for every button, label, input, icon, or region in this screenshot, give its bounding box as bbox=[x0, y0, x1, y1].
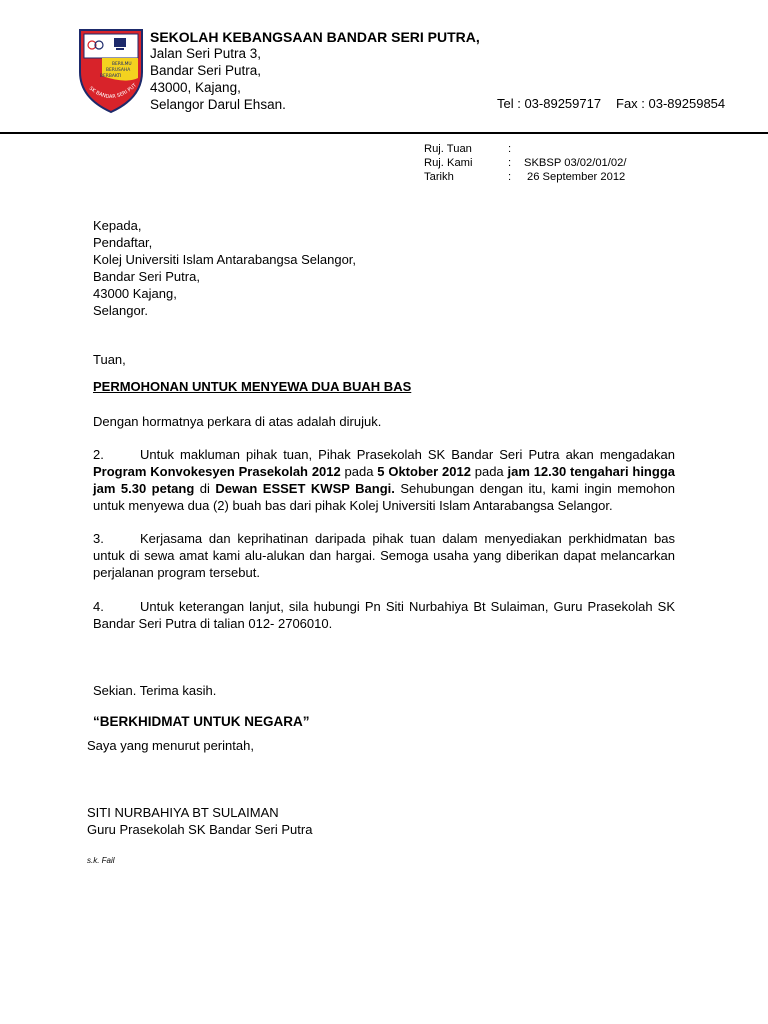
ref-label-tarikh: Tarikh bbox=[424, 171, 454, 183]
program-time: jam 12.30 tengahari hingga jam 5.30 petang bbox=[93, 464, 675, 496]
crest-motto-1: BERILMU bbox=[112, 62, 132, 67]
telephone: Tel : 03-89259717 bbox=[497, 96, 602, 111]
ref-label-tuan: Ruj. Tuan bbox=[424, 143, 472, 155]
p3-text: Kerjasama dan keprihatinan daripada pihak tuan dalam menyediakan perkhidmatan bas untuk di sewa amat kami alu-alukan dan hargai. Semoga usaha yang diberikan dapat melancarkan perjalanan program tersebut. bbox=[93, 531, 675, 580]
address-line-3: 43000, Kajang, bbox=[150, 80, 241, 95]
ref-colon-kami: : bbox=[508, 157, 512, 169]
ref-label-kami: Ruj. Kami bbox=[424, 157, 473, 169]
program-venue: Dewan ESSET KWSP Bangi. bbox=[215, 481, 395, 496]
program-date: 5 Oktober 2012 bbox=[377, 464, 471, 479]
p2-text-3: pada bbox=[470, 464, 508, 479]
p2-text-2: pada bbox=[340, 464, 378, 479]
signer-name: SITI NURBAHIYA BT SULAIMAN bbox=[87, 805, 279, 820]
paragraph-3 bbox=[93, 530, 675, 581]
p2-text-4: di bbox=[194, 481, 216, 496]
motto: “BERKHIDMAT UNTUK NEGARA” bbox=[93, 714, 310, 729]
recipient-address bbox=[93, 217, 356, 319]
carbon-copy: s.k. Fail bbox=[87, 856, 115, 865]
address-line-4: Selangor Darul Ehsan. bbox=[150, 97, 286, 112]
recipient-line: Kolej Universiti Islam Antarabangsa Selangor, bbox=[93, 252, 357, 267]
ref-colon-tuan: : bbox=[508, 143, 512, 155]
recipient-line: Pendaftar, bbox=[93, 235, 153, 250]
paragraph-4 bbox=[93, 598, 675, 632]
recipient-line: Bandar Seri Putra, bbox=[93, 269, 200, 284]
paragraph-number: 4. bbox=[93, 599, 104, 614]
paragraph-number: 3. bbox=[93, 531, 104, 546]
yours-faithfully: Saya yang menurut perintah, bbox=[87, 738, 254, 753]
salutation: Tuan, bbox=[93, 352, 126, 367]
closing: Sekian. Terima kasih. bbox=[93, 683, 217, 698]
ref-colon-tarikh: : bbox=[508, 171, 512, 183]
p4-text: Untuk keterangan lanjut, sila hubungi Pn Siti Nurbahiya Bt Sulaiman, Guru Prasekolah SK Bandar Seri Putra di talian 012- 2706010. bbox=[93, 599, 675, 631]
p2-text-1: Untuk makluman pihak tuan, Pihak Prasekolah SK Bandar Seri Putra akan mengadakan bbox=[140, 447, 675, 462]
letterhead-divider bbox=[0, 132, 768, 134]
subject-heading: PERMOHONAN UNTUK MENYEWA DUA BUAH BAS bbox=[93, 379, 412, 394]
fax: Fax : 03-89259854 bbox=[616, 96, 726, 111]
school-name: SEKOLAH KEBANGSAAN BANDAR SERI PUTRA, bbox=[150, 29, 480, 45]
school-crest-logo bbox=[76, 26, 146, 116]
p2-text-5: Sehubungan dengan itu, kami ingin memohon untuk menyewa dua (2) buah bas dari pihak Kolej Universiti Islam Antarabangsa Selangor. bbox=[93, 481, 676, 513]
crest-motto-3: BERBAKTI bbox=[100, 74, 122, 79]
program-name: Program Konvokesyen Prasekolah 2012 bbox=[93, 464, 341, 479]
ref-value-kami: SKBSP 03/02/01/02/ bbox=[524, 157, 627, 169]
crest-school-name: SK BANDAR SERI PUT bbox=[87, 82, 138, 101]
crest-motto-2: BERUSAHA bbox=[106, 68, 131, 73]
intro-paragraph: Dengan hormatnya perkara di atas adalah dirujuk. bbox=[93, 414, 382, 429]
recipient-line: Selangor. bbox=[93, 303, 148, 318]
recipient-line: Kepada, bbox=[93, 218, 142, 233]
paragraph-number: 2. bbox=[93, 447, 104, 462]
ref-value-tarikh: 26 September 2012 bbox=[527, 171, 626, 183]
paragraph-2 bbox=[93, 446, 675, 514]
recipient-line: 43000 Kajang, bbox=[93, 286, 177, 301]
address-line-2: Bandar Seri Putra, bbox=[150, 63, 262, 78]
address-line-1: Jalan Seri Putra 3, bbox=[150, 46, 262, 61]
signer-title: Guru Prasekolah SK Bandar Seri Putra bbox=[87, 822, 313, 837]
